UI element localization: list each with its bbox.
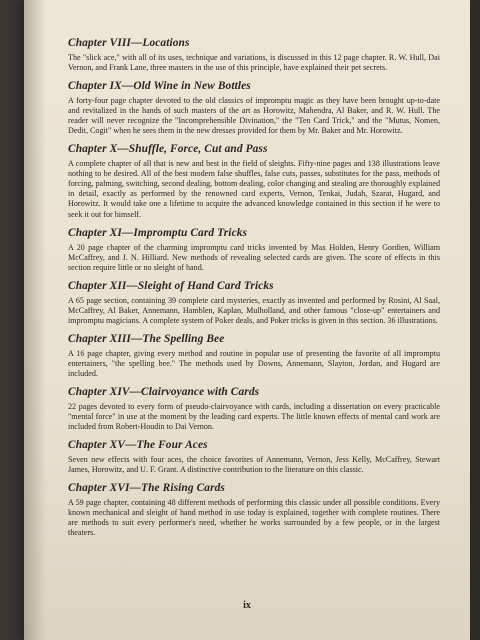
- chapter-description: Seven new effects with four aces, the choice favorites of Annemann, Vernon, Jess Kelly, McCaffrey, Stewart James, Horowitz, and U. F. Grant. A distinctive contribution to the literature on this classic.: [68, 455, 440, 475]
- chapter-entry: [68, 79, 440, 136]
- page-number: ix: [243, 600, 251, 611]
- chapter-heading: Chapter XII—Sleight of Hand Card Tricks: [68, 279, 274, 292]
- chapter-description: A 65 page section, containing 39 complete card mysteries, exactly as invented and performed by Rosini, Al Saal, McCaffrey, Al Baker, Annemann, Hamblen, Kaplan, Mulholland, and other famous "close-up" entertainers and impromptu magicians. A complete system of Poker deals, and Poker tricks is given in this section. 36 illustrations.: [68, 295, 440, 325]
- chapter-heading: Chapter XI—Impromptu Card Tricks: [68, 226, 248, 239]
- chapter-description: A 16 page chapter, giving every method and routine in popular use of presenting the favorite of all impromptu entertainers, "the spelling bee." The methods used by Downs, Annemann, Slayton, Jordan, and Hugard are included.: [68, 348, 440, 378]
- chapter-heading: Chapter XIII—The Spelling Bee: [68, 332, 225, 345]
- chapter-entry: [68, 226, 440, 273]
- chapter-description: A complete chapter of all that is new and best in the field of sleights. Fifty-nine pages and 138 illustrations leave nothing to be desired. All of the best modern false shuffles, false cuts, passes, substitutes for the pass, methods of forcing, palming, switching, second dealing, bottom dealing, color changing and stealing are thoroughly explained in detail, exactly as performed by the renowned card experts, Vernon, Tenkai, Judah, Szarat, Hugard, and Horowitz. It would take one a lifetime to acquire the advanced knowledge contained in this section if he were to seek it out for himself.: [68, 159, 440, 219]
- chapter-heading: Chapter XVI—The Rising Cards: [68, 482, 225, 495]
- chapter-description: A 20 page chapter of the charming impromptu card tricks invented by Max Holden, Henry Gordien, William McCaffrey, and J. N. Hilliard. New methods of revealing selected cards are given. The score of effects in this section require little or no sleight of hand.: [68, 242, 440, 272]
- chapter-entry: [68, 385, 440, 432]
- chapter-description: The "slick ace," with all of its uses, technique and variations, is discussed in this 12 page chapter. R. W. Hull, Dai Vernon, and Frank Lane, three masters in the use of this principle, have explained their pet secrets.: [68, 53, 440, 73]
- chapter-entry: [68, 279, 440, 326]
- chapter-heading: Chapter X—Shuffle, Force, Cut and Pass: [68, 143, 268, 156]
- table-of-contents: [68, 36, 440, 544]
- chapter-entry: [68, 36, 440, 73]
- chapter-entry: [68, 481, 440, 538]
- chapter-entry: [68, 142, 440, 219]
- chapter-entry: [68, 332, 440, 379]
- chapter-description: 22 pages devoted to every form of pseudo-clairvoyance with cards, including a dissertation on every practicable "mental force" in use at the moment by the leading card experts. The little known effects of mental card work are included from Robert-Houdin to Dai Vernon.: [68, 401, 440, 432]
- chapter-heading: Chapter VIII—Locations: [68, 37, 190, 49]
- chapter-heading: Chapter XIV—Clairvoyance with Cards: [68, 385, 260, 398]
- chapter-heading: Chapter XV—The Four Aces: [68, 439, 208, 452]
- book-page: [24, 0, 470, 640]
- chapter-description: A forty-four page chapter devoted to the old classics of impromptu magic as they have been brought up-to-date and revitalized in the hands of such masters of the art as Horowitz, Mahendra, Al Baker, and R. W. Hull. The reader will never recognize the "Incomprehensible Divination," the "Ten Card Trick," and the "Mutus, Nomen, Dedit, Cogit" when he sees them in the new dresses provided for them by Mr. Baker and Mr. Horowitz.: [68, 96, 440, 136]
- chapter-entry: [68, 438, 440, 475]
- chapter-description: A 59 page chapter, containing 48 different methods of performing this classic under all possible conditions. Every known mechanical and sleight of hand method in use today is explained, together with complete routines. There are methods to suit every performer's need, whether he works surrounded by a few people, or in the largest theaters.: [68, 498, 440, 538]
- gutter-shadow: [24, 0, 46, 640]
- chapter-heading: Chapter IX—Old Wine in New Bottles: [68, 80, 251, 93]
